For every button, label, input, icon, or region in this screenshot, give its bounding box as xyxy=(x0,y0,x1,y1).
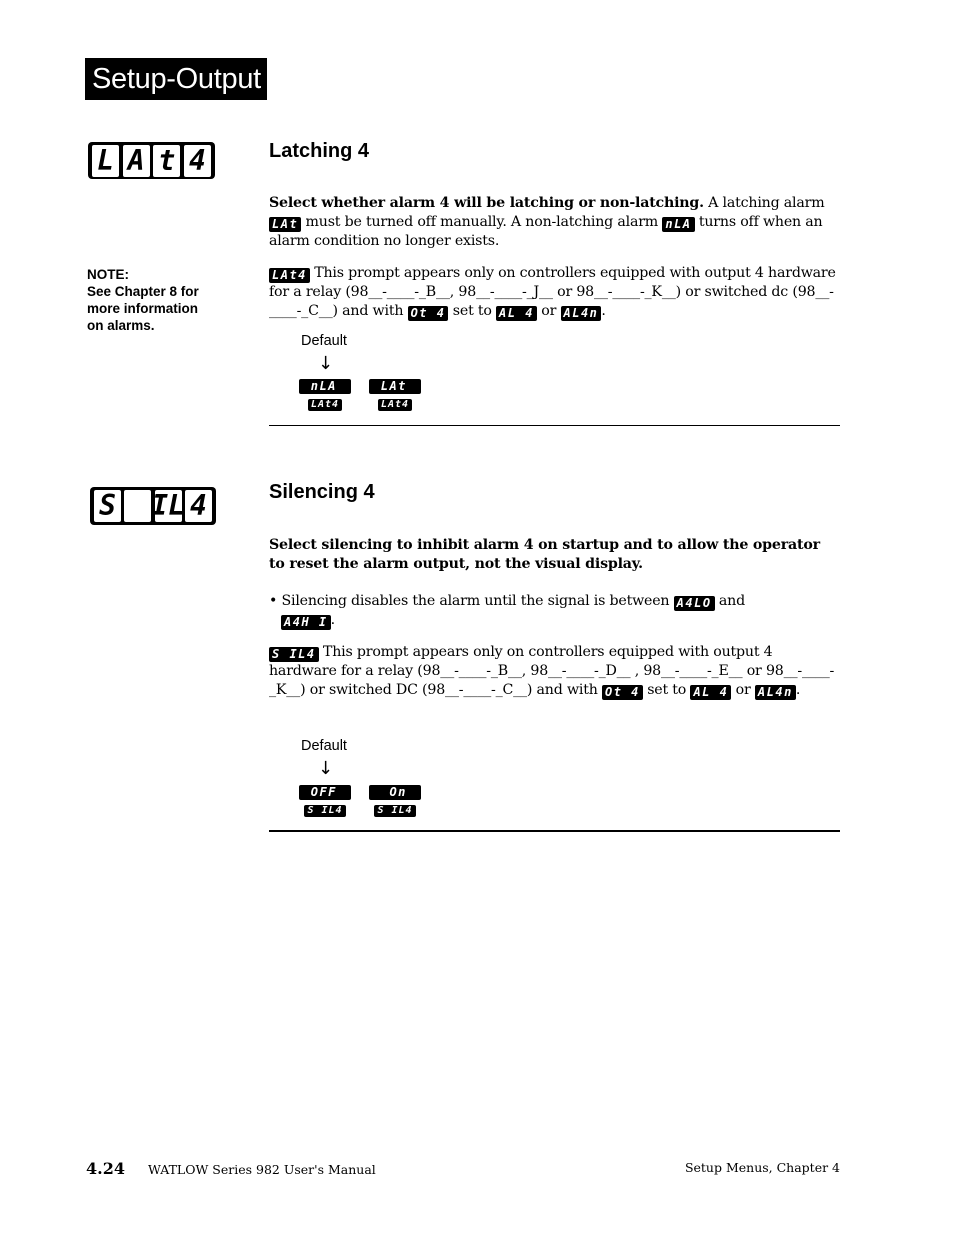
latching-title: Latching 4 xyxy=(269,140,370,162)
down-arrow-icon: ↓ xyxy=(318,758,334,779)
page-number: 4.24 xyxy=(86,1159,125,1178)
default-label: Default xyxy=(301,738,347,754)
note-title: NOTE: xyxy=(87,267,129,282)
option-prompt: S IL4 xyxy=(304,805,345,817)
silencing-availability: S IL4 This prompt appears only on controllers equipped with output 4 hardware for a relay (98__-____-_B__, 98__-____-_D__ , 98__-____-_E__ or 98__-____-_K__) or switched DC (98__-____-_C__) and with Ot 4 set to AL 4 or AL4n . xyxy=(269,644,835,699)
option-prompt: LAt4 xyxy=(378,399,412,411)
note-line: more information xyxy=(87,301,199,316)
ot4-led-token: Ot 4 xyxy=(602,685,643,700)
lat-led-token: LAt xyxy=(269,217,301,232)
latching-option-default xyxy=(299,379,351,411)
option-value: LAt xyxy=(369,379,421,394)
sil4-led-token: S IL4 xyxy=(269,647,319,662)
lat4-led-token: LAt4 xyxy=(269,268,310,283)
silencing-option xyxy=(369,785,421,817)
al4n-led-token: AL4n xyxy=(561,306,602,321)
side-note xyxy=(87,266,199,334)
section-divider xyxy=(269,830,840,832)
display-digit: S xyxy=(94,490,121,522)
option-value: On xyxy=(369,785,421,800)
a4hi-led-token: A4H I xyxy=(281,615,331,630)
note-line: See Chapter 8 for xyxy=(87,284,199,299)
nla-led-token: nLA xyxy=(662,217,694,232)
display-digit: L xyxy=(92,145,119,177)
a4lo-led-token: A4LO xyxy=(674,596,715,611)
display-digit xyxy=(124,490,151,522)
option-value: OFF xyxy=(299,785,351,800)
al4-led-token: AL 4 xyxy=(690,685,731,700)
silencing-title: Silencing 4 xyxy=(269,481,375,503)
latching-lead: Select whether alarm 4 will be latching or non-latching. xyxy=(269,195,704,211)
display-digit: t xyxy=(153,145,180,177)
option-value: nLA xyxy=(299,379,351,394)
latching-display-icon xyxy=(88,142,215,179)
display-digit: IL xyxy=(151,489,186,522)
note-line: on alarms. xyxy=(87,318,155,333)
latching-availability: LAt4 This prompt appears only on controllers equipped with output 4 hardware for a relay (98__-____-_B__, 98__-____-_J__ or 98__-____-_K__) or switched dc (98__-____-_C__) and with Ot 4 set to AL 4 or AL4n . xyxy=(269,265,836,320)
footer-manual-title: WATLOW Series 982 User's Manual xyxy=(148,1162,376,1177)
ot4-led-token: Ot 4 xyxy=(408,306,449,321)
display-digit: 4 xyxy=(184,145,211,177)
display-digit: A xyxy=(123,145,150,177)
al4-led-token: AL 4 xyxy=(496,306,537,321)
silencing-display-icon xyxy=(90,487,216,525)
silencing-lead: Select silencing to inhibit alarm 4 on startup and to allow the operator to reset the alarm output, not the visual display. xyxy=(269,537,820,572)
silencing-option-default xyxy=(299,785,351,817)
section-header: Setup-Output xyxy=(85,58,267,100)
option-prompt: LAt4 xyxy=(308,399,342,411)
latching-description: Select whether alarm 4 will be latching or non-latching. A latching alarm LAt must be turned off manually. A non-latching alarm nLA turns off when an alarm condition no longer exists. xyxy=(269,195,825,249)
section-divider xyxy=(269,425,840,426)
latching-option xyxy=(369,379,421,411)
option-prompt: S IL4 xyxy=(374,805,415,817)
down-arrow-icon: ↓ xyxy=(318,353,334,374)
footer-chapter: Setup Menus, Chapter 4 xyxy=(684,1160,840,1175)
default-label: Default xyxy=(301,333,347,349)
al4n-led-token: AL4n xyxy=(755,685,796,700)
silencing-bullet: • Silencing disables the alarm until the signal is between A4LO and A4H I . xyxy=(269,593,745,629)
display-digit: 4 xyxy=(185,490,212,522)
